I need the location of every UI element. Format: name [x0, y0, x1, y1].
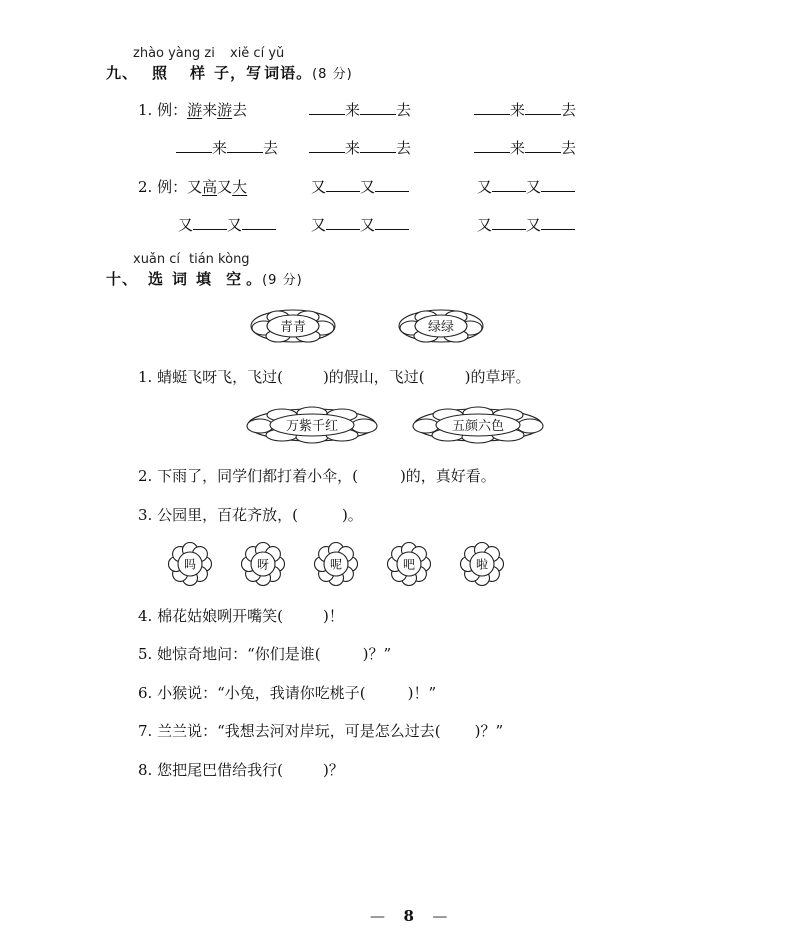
flower-4 [387, 542, 431, 586]
qu-char: 去 [396, 139, 412, 157]
flower-5 [460, 542, 504, 586]
cloud-label-lvlv: 绿绿 [427, 320, 455, 335]
s9-q2-ex-d: 大 [232, 178, 248, 196]
s9-q1-blank-2[interactable] [474, 99, 576, 120]
lai-char: 来 [212, 139, 228, 157]
cloud-lvlv [396, 306, 486, 346]
s9-q1-blank-3[interactable] [176, 137, 278, 158]
section10-heading [106, 268, 303, 289]
qu-char: 去 [263, 139, 279, 157]
you-char: 又 [526, 178, 542, 196]
section9-points: (8 分) [312, 67, 353, 82]
section10-pinyin-2: tián kòng [189, 252, 250, 267]
s9-q2-ex-b: 高 [202, 178, 218, 196]
s9-q1-ex-a: 游 [187, 101, 203, 119]
s10-q6-text-b: )！” [407, 684, 437, 702]
section10-title-3: 填 [196, 270, 213, 288]
s10-q1-text-a: 1. 蜻蜓飞呀飞，飞过( [138, 368, 283, 386]
s9-q2-ex-a: 又 [187, 178, 203, 196]
section10-number: 十、 [106, 270, 139, 288]
section9-pinyin-2: xiě cí yǔ [230, 46, 285, 61]
section9-title-4: ，写 [230, 64, 263, 82]
s10-q4 [138, 605, 344, 626]
you-char: 又 [360, 178, 376, 196]
s10-q2 [138, 465, 496, 486]
s10-q5-text-a: 5. 她惊奇地问：“你们是谁( [138, 645, 321, 663]
flower-3 [314, 542, 358, 586]
section10-punct: 。 [246, 270, 263, 288]
you-char: 又 [526, 216, 542, 234]
you-char: 又 [178, 216, 194, 234]
s10-q3-text-b: )。 [341, 506, 363, 524]
s10-q5-text-b: )？” [362, 645, 392, 663]
lai-char: 来 [345, 101, 361, 119]
section9-pinyin-1: zhào yàng zi [133, 46, 215, 61]
page-dash-left: — [370, 907, 385, 925]
flower-label: 呀 [256, 557, 270, 572]
you-char: 又 [477, 178, 493, 196]
lai-char: 来 [345, 139, 361, 157]
qu-char: 去 [561, 139, 577, 157]
qu-char: 去 [561, 101, 577, 119]
cloud-label-wanzi: 万紫千红 [285, 419, 339, 434]
cloud-wuyan [410, 405, 546, 445]
cloud-label-wuyan: 五颜六色 [451, 419, 505, 434]
s9-q1-ex-d: 去 [232, 101, 248, 119]
s10-q3 [138, 504, 363, 525]
section9-punct: 。 [296, 64, 313, 82]
page-number [370, 907, 447, 925]
s9-q2-blank-5[interactable] [477, 214, 575, 235]
s9-q2-label: 2. 例： [138, 178, 188, 196]
s10-q4-text-a: 4. 棉花姑娘咧开嘴笑( [138, 607, 283, 625]
section9-title-3: 子 [214, 64, 231, 82]
you-char: 又 [311, 178, 327, 196]
s9-q1-label: 1. 例： [138, 101, 188, 119]
s10-q7-text-a: 7. 兰兰说：“我想去河对岸玩，可是怎么过去( [138, 722, 441, 740]
s10-q6-text-a: 6. 小猴说：“小兔，我请你吃桃子( [138, 684, 366, 702]
flower-label: 呢 [329, 557, 343, 572]
page-number-value: 8 [403, 907, 414, 925]
s9-q2-blank-1[interactable] [311, 176, 409, 197]
s9-q1-example [138, 99, 247, 120]
s9-q1-ex-c: 游 [217, 101, 233, 119]
s10-q8-text-b: )？ [322, 761, 344, 779]
s10-q7-text-b: )？” [474, 722, 504, 740]
s10-q4-text-b: )！ [322, 607, 344, 625]
s9-q2-blank-2[interactable] [477, 176, 575, 197]
lai-char: 来 [510, 139, 526, 157]
s9-q2-blank-3[interactable] [178, 214, 276, 235]
section9-title-1: 照 [152, 64, 169, 82]
s10-q2-text-a: 2. 下雨了，同学们都打着小伞，( [138, 467, 358, 485]
cloud-qingqing [248, 306, 338, 346]
you-char: 又 [311, 216, 327, 234]
s9-q2-ex-c: 又 [217, 178, 233, 196]
flower-2 [241, 542, 285, 586]
cloud-label-qingqing: 青青 [279, 320, 307, 335]
section10-pinyin-1: xuǎn cí [133, 252, 181, 267]
s10-q5 [138, 643, 391, 664]
you-char: 又 [477, 216, 493, 234]
s10-q7 [138, 720, 503, 741]
s9-q1-blank-4[interactable] [309, 137, 411, 158]
s9-q2-example [138, 176, 247, 197]
section9-title-2: 样 [190, 64, 207, 82]
qu-char: 去 [396, 101, 412, 119]
page-dash-right: — [432, 907, 448, 925]
s10-q6 [138, 682, 436, 703]
s9-q2-blank-4[interactable] [311, 214, 409, 235]
flower-label: 吧 [402, 557, 416, 572]
section10-title-2: 词 [172, 270, 189, 288]
s9-q1-blank-5[interactable] [474, 137, 576, 158]
flower-label: 吗 [183, 557, 197, 572]
s10-q2-text-b: )的，真好看。 [399, 467, 496, 485]
flower-1 [168, 542, 212, 586]
section9-title-5: 词语 [264, 64, 297, 82]
section10-points: (9 分) [262, 273, 303, 288]
you-char: 又 [227, 216, 243, 234]
section9-heading [106, 62, 353, 83]
lai-char: 来 [510, 101, 526, 119]
you-char: 又 [360, 216, 376, 234]
s10-q8 [138, 759, 344, 780]
section10-title-1: 选 [148, 270, 165, 288]
s10-q1-text-c: )的草坪。 [464, 368, 531, 386]
section9-number: 九、 [106, 64, 139, 82]
s10-q3-text-a: 3. 公园里，百花齐放，( [138, 506, 298, 524]
s10-q1 [138, 366, 531, 387]
section10-title-4: 空 [226, 270, 243, 288]
s9-q1-ex-b: 来 [202, 101, 218, 119]
cloud-wanzi [244, 405, 380, 445]
s10-q8-text-a: 8. 您把尾巴借给我行( [138, 761, 283, 779]
s9-q1-blank-1[interactable] [309, 99, 411, 120]
flower-label: 啦 [475, 557, 489, 572]
s10-q1-text-b: )的假山，飞过( [322, 368, 425, 386]
